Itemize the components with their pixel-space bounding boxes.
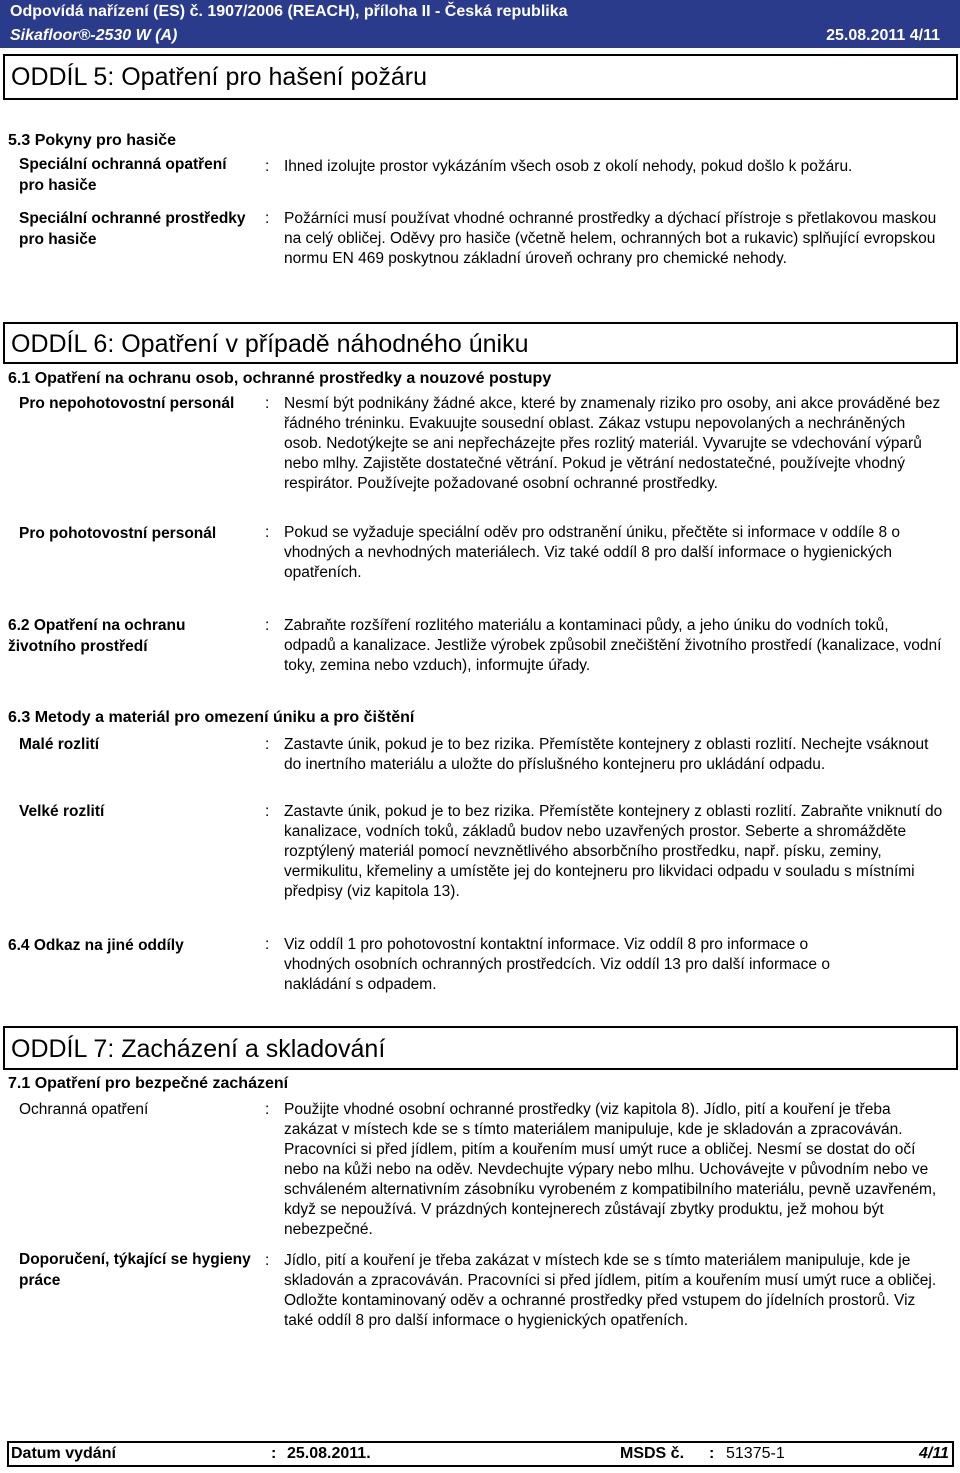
subsection-5-3: 5.3 Pokyny pro hasiče [8, 132, 177, 149]
row-5-3-a-text: Ihned izolujte prostor vykázáním všech osob z okolí nehody, pokud došlo k požáru. [284, 158, 853, 175]
header-date-page: 25.08.2011 4/11 [826, 27, 940, 44]
section-5-title [3, 54, 958, 100]
footer-msds-label: MSDS č. [620, 1445, 685, 1462]
row-6-3-b-label: Velké rozlití [19, 803, 105, 820]
row-7-1-a-label: Ochranná opatření [19, 1101, 149, 1118]
row-7-1-b-text: Jídlo, pití a kouření je třeba zakázat v místech kde se s tímto materiálem manipuluje, kde je skladován a zpracováván. Pracovníci si před jídlem, pitím a kouřením musí umýt ruce a obličej. Odložte kontaminovaný oděv a ochranné prostředky před vstupem do jídelních prostorů. Viz také oddíl 8 pro další informace o hygienických opatřeních. [284, 1252, 937, 1329]
subsection-6-3: 6.3 Metody a materiál pro omezení úniku a pro čištění [8, 709, 415, 726]
row-6-4-label: 6.4 Odkaz na jiné oddíly [8, 937, 184, 954]
footer-date-value: 25.08.2011. [287, 1445, 371, 1462]
row-6-1-b-label: Pro pohotovostní personál [19, 525, 217, 542]
row-5-3-b-label: Speciální ochranné prostředky pro hasiče [19, 210, 246, 248]
section-6-title-text: ODDÍL 6: Opatření v případě náhodného úniku [11, 330, 529, 358]
product-name: Sikafloor®-2530 W (A) [10, 27, 178, 44]
row-5-3-b-text: Požárníci musí používat vhodné ochranné prostředky a dýchací přístroje s přetlakovou maskou na celý obličej. Oděvy pro hasiče (včetně helem, ochranných bot a rukavic) splňující evropskou normu EN 469 poskytnou základní úroveň ochrany pro chemické nehody. [284, 210, 937, 267]
row-6-4-colon: : [265, 936, 270, 953]
row-6-1-b-text: Pokud se vyžaduje speciální oděv pro odstranění úniku, přečtěte si informace v oddíle 8 o vhodných a nevhodných materiálech. Viz také oddíl 8 pro další informace o hygienických opatřeních. [284, 524, 901, 581]
footer-page: 4/11 [919, 1445, 949, 1462]
row-5-3-a-colon: : [265, 158, 270, 175]
section-6-title [3, 322, 958, 364]
subsection-7-1: 7.1 Opatření pro bezpečné zacházení [8, 1075, 289, 1092]
subsection-6-1: 6.1 Opatření na ochranu osob, ochranné prostředky a nouzové postupy [8, 370, 552, 387]
product-header [0, 24, 960, 48]
row-6-1-b-colon: : [265, 524, 270, 541]
section-7-title-text: ODDÍL 7: Zacházení a skladování [11, 1035, 386, 1063]
row-6-2-text: Zabraňte rozšíření rozlitého materiálu a kontaminaci půdy, a jeho úniku do vodních toků, odpadů a kanalizace. Jestliže výrobek způsobil znečištění životního prostředí (kanalizace, vodní toky, zemina nebo vzduch), informujte úřady. [284, 617, 942, 674]
row-7-1-a-colon: : [265, 1101, 270, 1118]
row-5-3-b-colon: : [265, 210, 270, 227]
footer-date-label: Datum vydání [11, 1445, 116, 1462]
row-6-3-b-text: Zastavte únik, pokud je to bez rizika. Přemístěte kontejnery z oblasti rozlití. Zabraňte vniknutí do kanalizace, vodních toků, základů budov nebo uzavřených prostor. Seberte a shromážděte rozptýlený materiál pomocí nevznětlivého absorbčního prostředku, např. písku, zeminy, vermikulitu, křemeliny a umístěte jej do kontejneru pro likvidaci odpadu v souladu s místními předpisy (viz kapitola 13). [284, 803, 943, 900]
row-7-1-a-text: Použijte vhodné osobní ochranné prostředky (viz kapitola 8). Jídlo, pití a kouření je třeba zakázat v místech kde se s tímto materiálem manipuluje, kde je skladován a zpracováván. Pracovníci si před jídlem, pitím a kouřením musí umýt ruce a obličej. Nesmí se dostat do očí nebo na kůži nebo na oděv. Nevdechujte výpary nebo mlhu. Uchovávejte v původním nebo ve schváleném alternativním zásobníku vyrobeném z kompatibilního materiálu, pevně uzavřeném, když se nepoužívá. V prázdných kontejnerech zůstávají zbytky produktu, jež mohou být nebezpečné. [284, 1101, 937, 1238]
row-6-2-colon: : [265, 617, 270, 634]
row-6-4-text: Viz oddíl 1 pro pohotovostní kontaktní informace. Viz oddíl 8 pro informace o vhodných osobních ochranných prostředcích. Viz oddíl 13 pro další informace o nakládání s odpadem. [284, 936, 830, 993]
row-6-3-a-text: Zastavte únik, pokud je to bez rizika. Přemístěte kontejnery z oblasti rozlití. Nechejte vsáknout do inertního materiálu a uložte do příslušného kontejneru pro ukládání odpadu. [284, 736, 929, 773]
regulation-header [0, 0, 960, 24]
row-7-1-b-colon: : [265, 1252, 270, 1269]
row-6-3-b-colon: : [265, 803, 270, 820]
row-6-3-a-colon: : [265, 736, 270, 753]
row-6-1-a-label: Pro nepohotovostní personál [19, 395, 235, 412]
row-7-1-b-label: Doporučení, týkající se hygieny práce [19, 1251, 251, 1289]
page-footer [7, 1441, 954, 1467]
row-6-2-label: 6.2 Opatření na ochranu životního prostředí [8, 617, 186, 655]
section-5-title-text: ODDÍL 5: Opatření pro hašení požáru [11, 63, 427, 91]
footer-msds-value: 51375-1 [726, 1445, 785, 1462]
footer-colon-1: : [271, 1445, 277, 1462]
row-6-1-a-colon: : [265, 395, 270, 412]
footer-colon-2: : [709, 1445, 715, 1462]
regulation-text: Odpovídá nařízení (ES) č. 1907/2006 (REACH), příloha II - Česká republika [10, 3, 568, 20]
row-6-1-a-text: Nesmí být podnikány žádné akce, které by znamenaly riziko pro osoby, ani akce prováděné bez řádného tréninku. Evakuujte sousední oblast. Zákaz vstupu nepovolaných a nechráněných osob. Nedotýkejte se ani nepřecházejte přes rozlitý materiál. Vyvarujte se vdechování výparů nebo mlhy. Zajistěte dostatečné větrání. Pokud je větrání nedostatečné, používejte vhodný respirátor. Používejte požadované osobní ochranné prostředky. [284, 395, 941, 492]
row-6-3-a-label: Malé rozlití [19, 736, 100, 753]
section-7-title [3, 1026, 958, 1070]
row-5-3-a-label: Speciální ochranná opatření pro hasiče [19, 156, 227, 194]
